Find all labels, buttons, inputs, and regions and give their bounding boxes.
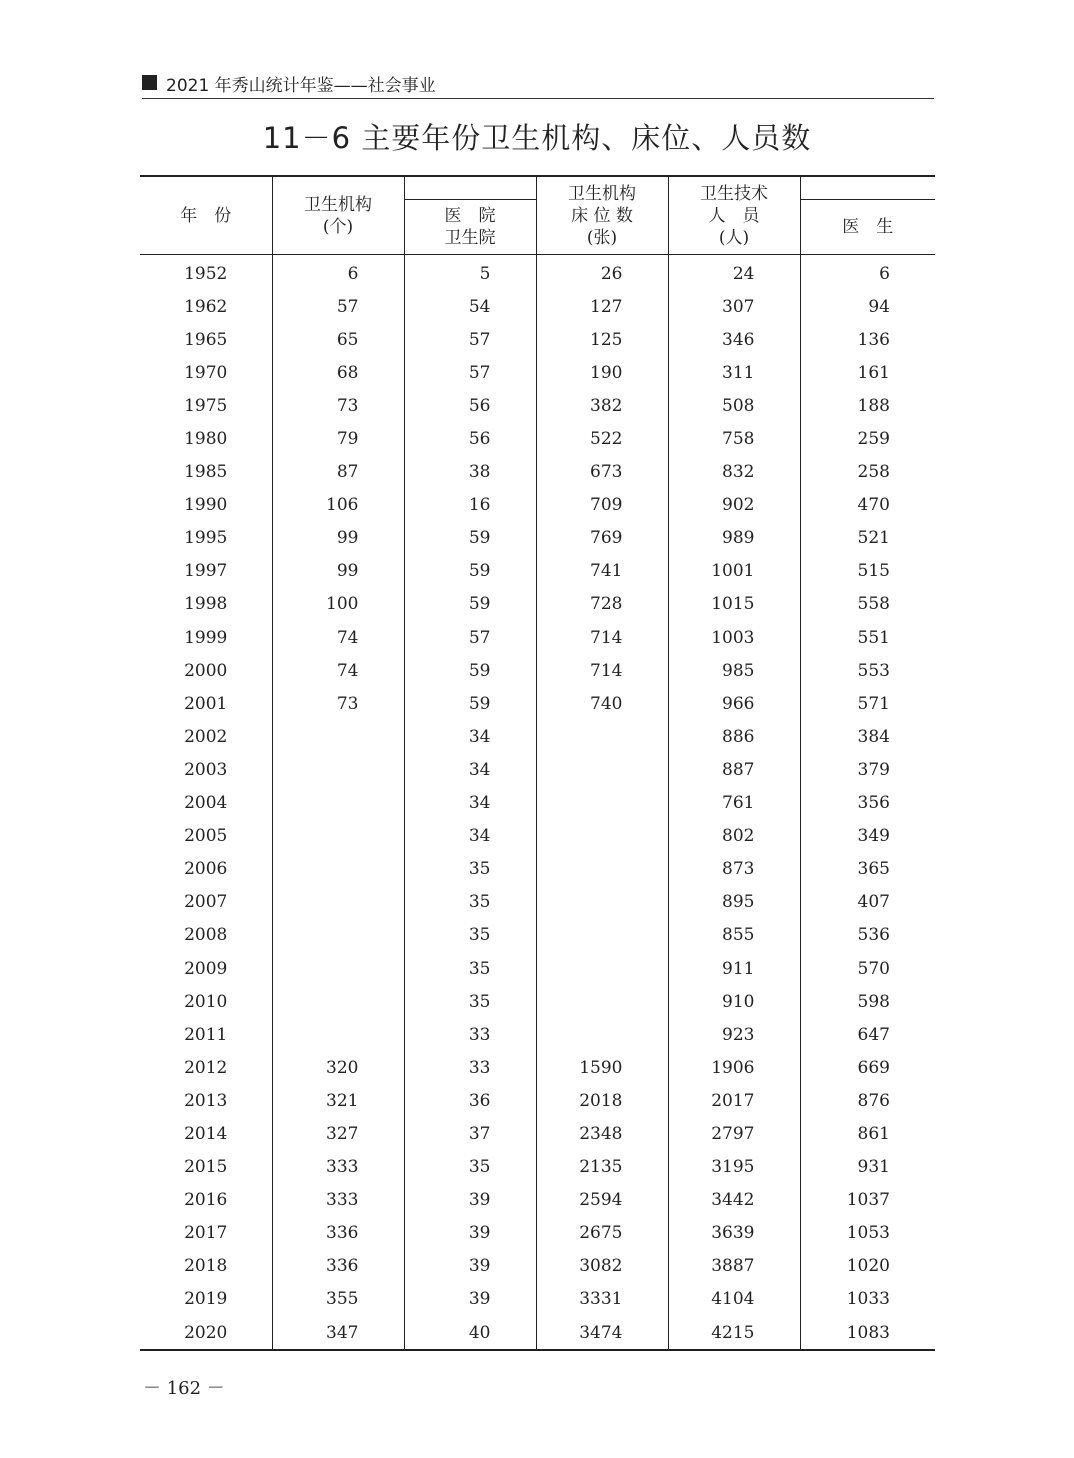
cell-value: 1906 bbox=[668, 1051, 800, 1084]
cell-value: 1037 bbox=[846, 1190, 890, 1211]
cell-value: 355 bbox=[272, 1283, 404, 1316]
cell-value bbox=[272, 787, 404, 820]
header-tech-staff-line3: (人) bbox=[718, 227, 750, 248]
header-institutions-line1: 卫生机构 bbox=[304, 194, 372, 215]
cell-value: 39 bbox=[404, 1217, 536, 1250]
cell-value: 873 bbox=[668, 853, 800, 886]
cell-value: 571 bbox=[857, 693, 890, 714]
cell-value: 985 bbox=[668, 654, 800, 687]
cell-value: 57 bbox=[272, 290, 404, 323]
table-row bbox=[140, 456, 935, 489]
table-row bbox=[140, 654, 935, 687]
cell-value: 34 bbox=[404, 787, 536, 820]
cell-value bbox=[272, 886, 404, 919]
table-row bbox=[140, 985, 935, 1018]
cell-year: 2018 bbox=[140, 1250, 272, 1283]
header-institutions-sub-spacer bbox=[404, 176, 536, 200]
cell-value: 35 bbox=[404, 853, 536, 886]
cell-year: 2005 bbox=[140, 820, 272, 853]
cell-value: 56 bbox=[404, 389, 536, 422]
cell-value: 333 bbox=[272, 1184, 404, 1217]
cell-year: 1965 bbox=[140, 323, 272, 356]
cell-value: 38 bbox=[404, 456, 536, 489]
cell-value: 1083 bbox=[800, 1316, 935, 1350]
cell-value: 57 bbox=[404, 621, 536, 654]
cell-value: 470 bbox=[857, 495, 890, 516]
cell-value: 758 bbox=[668, 422, 800, 455]
cell-value: 34 bbox=[404, 753, 536, 786]
cell-value: 2348 bbox=[536, 1117, 668, 1150]
table-row bbox=[140, 1018, 935, 1051]
cell-value: 769 bbox=[536, 522, 668, 555]
header-tech-staff-line1: 卫生技术 bbox=[700, 183, 768, 204]
cell-year: 2016 bbox=[140, 1184, 272, 1217]
cell-value: 40 bbox=[404, 1316, 536, 1350]
header-doctors: 医 生 bbox=[800, 200, 935, 255]
cell-value bbox=[272, 753, 404, 786]
cell-value: 356 bbox=[857, 793, 890, 814]
table-row bbox=[140, 356, 935, 389]
cell-value: 346 bbox=[668, 323, 800, 356]
cell-year: 2012 bbox=[140, 1051, 272, 1084]
table-row bbox=[140, 1051, 935, 1084]
cell-value: 384 bbox=[857, 726, 890, 747]
cell-value: 2594 bbox=[536, 1184, 668, 1217]
cell-value: 673 bbox=[536, 456, 668, 489]
table-row bbox=[140, 886, 935, 919]
cell-value: 3442 bbox=[668, 1184, 800, 1217]
cell-value: 333 bbox=[272, 1151, 404, 1184]
cell-value: 320 bbox=[272, 1051, 404, 1084]
cell-value: 761 bbox=[668, 787, 800, 820]
table-row bbox=[140, 919, 935, 952]
cell-value: 347 bbox=[272, 1316, 404, 1350]
table-row bbox=[140, 522, 935, 555]
header-beds bbox=[536, 176, 668, 255]
cell-value: 65 bbox=[272, 323, 404, 356]
cell-year: 2003 bbox=[140, 753, 272, 786]
cell-value: 336 bbox=[272, 1217, 404, 1250]
cell-year: 2007 bbox=[140, 886, 272, 919]
header-square-icon bbox=[142, 75, 157, 90]
cell-value bbox=[536, 952, 668, 985]
cell-value: 24 bbox=[668, 255, 800, 291]
cell-value: 94 bbox=[868, 296, 890, 317]
cell-value: 190 bbox=[536, 356, 668, 389]
table-row bbox=[140, 1117, 935, 1150]
header-tech-staff bbox=[668, 176, 800, 255]
cell-year: 1997 bbox=[140, 555, 272, 588]
cell-value: 558 bbox=[857, 594, 890, 615]
running-head bbox=[142, 70, 934, 99]
cell-value: 536 bbox=[857, 925, 890, 946]
cell-value: 886 bbox=[668, 720, 800, 753]
cell-year: 2011 bbox=[140, 1018, 272, 1051]
cell-value: 59 bbox=[404, 522, 536, 555]
cell-value: 521 bbox=[857, 528, 890, 549]
table-row bbox=[140, 255, 935, 291]
cell-value: 3331 bbox=[536, 1283, 668, 1316]
cell-value: 714 bbox=[536, 621, 668, 654]
cell-value: 407 bbox=[857, 892, 890, 913]
cell-value: 3474 bbox=[536, 1316, 668, 1350]
header-hospitals-line1: 医 院 bbox=[444, 206, 496, 226]
cell-year: 2019 bbox=[140, 1283, 272, 1316]
cell-value: 99 bbox=[272, 555, 404, 588]
header-hospitals-line2: 卫生院 bbox=[444, 228, 496, 248]
cell-value: 59 bbox=[404, 555, 536, 588]
cell-year: 2014 bbox=[140, 1117, 272, 1150]
cell-value: 36 bbox=[404, 1084, 536, 1117]
cell-value: 876 bbox=[857, 1090, 890, 1111]
cell-year: 2010 bbox=[140, 985, 272, 1018]
cell-value: 39 bbox=[404, 1283, 536, 1316]
cell-value bbox=[272, 1018, 404, 1051]
cell-value: 382 bbox=[536, 389, 668, 422]
header-hospitals bbox=[404, 200, 536, 255]
cell-value: 1003 bbox=[668, 621, 800, 654]
cell-value: 258 bbox=[857, 462, 890, 483]
cell-value bbox=[536, 886, 668, 919]
cell-year: 1952 bbox=[140, 255, 272, 291]
cell-value: 365 bbox=[857, 859, 890, 880]
cell-year: 2001 bbox=[140, 687, 272, 720]
cell-value bbox=[536, 820, 668, 853]
cell-value: 910 bbox=[668, 985, 800, 1018]
table-row bbox=[140, 290, 935, 323]
cell-value bbox=[536, 753, 668, 786]
cell-value: 33 bbox=[404, 1051, 536, 1084]
cell-value: 35 bbox=[404, 952, 536, 985]
table-row bbox=[140, 422, 935, 455]
cell-value: 515 bbox=[857, 561, 890, 582]
cell-year: 2002 bbox=[140, 720, 272, 753]
cell-value bbox=[536, 853, 668, 886]
table-row bbox=[140, 1217, 935, 1250]
cell-value: 966 bbox=[668, 687, 800, 720]
cell-value bbox=[272, 720, 404, 753]
table-row bbox=[140, 588, 935, 621]
table-row bbox=[140, 555, 935, 588]
cell-year: 2020 bbox=[140, 1316, 272, 1350]
table-row bbox=[140, 687, 935, 720]
cell-year: 1962 bbox=[140, 290, 272, 323]
header-year: 年 份 bbox=[140, 176, 272, 255]
cell-value: 73 bbox=[272, 389, 404, 422]
cell-value: 37 bbox=[404, 1117, 536, 1150]
cell-value: 1001 bbox=[668, 555, 800, 588]
cell-value: 5 bbox=[404, 255, 536, 291]
cell-value: 2675 bbox=[536, 1217, 668, 1250]
cell-year: 1980 bbox=[140, 422, 272, 455]
cell-value: 68 bbox=[272, 356, 404, 389]
cell-value: 802 bbox=[668, 820, 800, 853]
cell-year: 2015 bbox=[140, 1151, 272, 1184]
cell-value: 895 bbox=[668, 886, 800, 919]
cell-value: 598 bbox=[857, 991, 890, 1012]
cell-year: 1995 bbox=[140, 522, 272, 555]
table-body bbox=[140, 255, 935, 1351]
header-tech-staff-line2: 人 员 bbox=[708, 205, 760, 226]
table-row bbox=[140, 720, 935, 753]
data-table-wrapper bbox=[140, 175, 935, 1351]
cell-value: 16 bbox=[404, 489, 536, 522]
cell-value: 35 bbox=[404, 886, 536, 919]
cell-value bbox=[272, 820, 404, 853]
cell-value: 259 bbox=[857, 429, 890, 450]
table-row bbox=[140, 489, 935, 522]
cell-value: 106 bbox=[272, 489, 404, 522]
table-row bbox=[140, 1316, 935, 1350]
cell-value bbox=[536, 1018, 668, 1051]
cell-value: 188 bbox=[857, 395, 890, 416]
cell-year: 2008 bbox=[140, 919, 272, 952]
cell-value: 57 bbox=[404, 356, 536, 389]
cell-value: 1053 bbox=[846, 1223, 890, 1244]
cell-value: 989 bbox=[668, 522, 800, 555]
cell-value: 34 bbox=[404, 820, 536, 853]
table-row bbox=[140, 820, 935, 853]
table-row bbox=[140, 753, 935, 786]
cell-value: 923 bbox=[668, 1018, 800, 1051]
table-row bbox=[140, 952, 935, 985]
cell-value: 741 bbox=[536, 555, 668, 588]
table-row bbox=[140, 787, 935, 820]
health-institutions-table bbox=[140, 175, 935, 1351]
cell-value: 34 bbox=[404, 720, 536, 753]
cell-value: 1590 bbox=[536, 1051, 668, 1084]
cell-value: 887 bbox=[668, 753, 800, 786]
cell-year: 2000 bbox=[140, 654, 272, 687]
page-number: － 162 － bbox=[143, 1378, 225, 1399]
cell-value: 551 bbox=[857, 627, 890, 648]
cell-value: 99 bbox=[272, 522, 404, 555]
header-institutions bbox=[272, 176, 404, 255]
cell-value: 349 bbox=[857, 826, 890, 847]
cell-value: 73 bbox=[272, 687, 404, 720]
cell-value bbox=[272, 985, 404, 1018]
table-row bbox=[140, 853, 935, 886]
cell-value: 59 bbox=[404, 687, 536, 720]
cell-value: 74 bbox=[272, 654, 404, 687]
cell-value: 336 bbox=[272, 1250, 404, 1283]
cell-value: 508 bbox=[668, 389, 800, 422]
cell-value: 902 bbox=[668, 489, 800, 522]
cell-value: 35 bbox=[404, 919, 536, 952]
cell-value: 4215 bbox=[668, 1316, 800, 1350]
cell-value: 4104 bbox=[668, 1283, 800, 1316]
cell-value: 6 bbox=[879, 263, 890, 284]
cell-value: 6 bbox=[272, 255, 404, 291]
cell-value: 714 bbox=[536, 654, 668, 687]
cell-value: 570 bbox=[857, 958, 890, 979]
cell-value: 127 bbox=[536, 290, 668, 323]
cell-value: 740 bbox=[536, 687, 668, 720]
table-row bbox=[140, 323, 935, 356]
cell-value: 2017 bbox=[668, 1084, 800, 1117]
cell-value: 3639 bbox=[668, 1217, 800, 1250]
cell-value: 3082 bbox=[536, 1250, 668, 1283]
table-title: 11－6 主要年份卫生机构、床位、人员数 bbox=[262, 121, 812, 155]
cell-value: 54 bbox=[404, 290, 536, 323]
cell-year: 2009 bbox=[140, 952, 272, 985]
cell-value: 79 bbox=[272, 422, 404, 455]
header-institutions-line2: (个) bbox=[322, 216, 354, 237]
table-row bbox=[140, 1151, 935, 1184]
cell-value: 669 bbox=[857, 1057, 890, 1078]
cell-value: 861 bbox=[857, 1123, 890, 1144]
cell-value: 1033 bbox=[846, 1289, 890, 1310]
cell-year: 1990 bbox=[140, 489, 272, 522]
cell-value: 2018 bbox=[536, 1084, 668, 1117]
cell-value: 2135 bbox=[536, 1151, 668, 1184]
cell-value: 522 bbox=[536, 422, 668, 455]
cell-value: 39 bbox=[404, 1184, 536, 1217]
cell-value: 39 bbox=[404, 1250, 536, 1283]
cell-value: 35 bbox=[404, 985, 536, 1018]
cell-year: 1970 bbox=[140, 356, 272, 389]
cell-value bbox=[272, 853, 404, 886]
cell-value: 100 bbox=[272, 588, 404, 621]
cell-value: 321 bbox=[272, 1084, 404, 1117]
cell-value: 832 bbox=[668, 456, 800, 489]
cell-value: 709 bbox=[536, 489, 668, 522]
cell-value: 59 bbox=[404, 588, 536, 621]
cell-year: 2013 bbox=[140, 1084, 272, 1117]
cell-value: 57 bbox=[404, 323, 536, 356]
cell-value bbox=[536, 720, 668, 753]
cell-value: 33 bbox=[404, 1018, 536, 1051]
cell-value: 311 bbox=[668, 356, 800, 389]
header-beds-line2: 床 位 数 bbox=[571, 205, 633, 226]
cell-value: 35 bbox=[404, 1151, 536, 1184]
cell-value: 911 bbox=[668, 952, 800, 985]
cell-value: 855 bbox=[668, 919, 800, 952]
cell-value bbox=[536, 919, 668, 952]
cell-value: 1020 bbox=[846, 1256, 890, 1277]
cell-value: 647 bbox=[857, 1024, 890, 1045]
cell-year: 1999 bbox=[140, 621, 272, 654]
cell-value: 379 bbox=[857, 759, 890, 780]
cell-value bbox=[272, 952, 404, 985]
cell-value: 3887 bbox=[668, 1250, 800, 1283]
table-row bbox=[140, 621, 935, 654]
header-staff-sub-spacer bbox=[800, 176, 935, 200]
table-row bbox=[140, 1283, 935, 1316]
cell-value: 1015 bbox=[668, 588, 800, 621]
cell-value: 59 bbox=[404, 654, 536, 687]
cell-value: 3195 bbox=[668, 1151, 800, 1184]
header-beds-line1: 卫生机构 bbox=[568, 183, 636, 204]
cell-year: 1985 bbox=[140, 456, 272, 489]
cell-value: 327 bbox=[272, 1117, 404, 1150]
cell-year: 2017 bbox=[140, 1217, 272, 1250]
running-head-text: 2021 年秀山统计年鉴——社会事业 bbox=[166, 76, 436, 96]
cell-year: 1998 bbox=[140, 588, 272, 621]
cell-value: 2797 bbox=[668, 1117, 800, 1150]
cell-value: 87 bbox=[272, 456, 404, 489]
cell-value bbox=[272, 919, 404, 952]
cell-value: 56 bbox=[404, 422, 536, 455]
cell-value: 931 bbox=[857, 1157, 890, 1178]
cell-year: 1975 bbox=[140, 389, 272, 422]
cell-value bbox=[536, 787, 668, 820]
table-row bbox=[140, 389, 935, 422]
table-row bbox=[140, 1084, 935, 1117]
header-beds-line3: (张) bbox=[586, 227, 618, 248]
cell-value: 74 bbox=[272, 621, 404, 654]
cell-value: 553 bbox=[857, 660, 890, 681]
cell-value: 161 bbox=[857, 362, 890, 383]
cell-value bbox=[536, 985, 668, 1018]
cell-year: 2006 bbox=[140, 853, 272, 886]
table-row bbox=[140, 1250, 935, 1283]
table-row bbox=[140, 1184, 935, 1217]
cell-value: 136 bbox=[857, 329, 890, 350]
cell-year: 2004 bbox=[140, 787, 272, 820]
cell-value: 26 bbox=[536, 255, 668, 291]
cell-value: 728 bbox=[536, 588, 668, 621]
cell-value: 125 bbox=[536, 323, 668, 356]
cell-value: 307 bbox=[668, 290, 800, 323]
